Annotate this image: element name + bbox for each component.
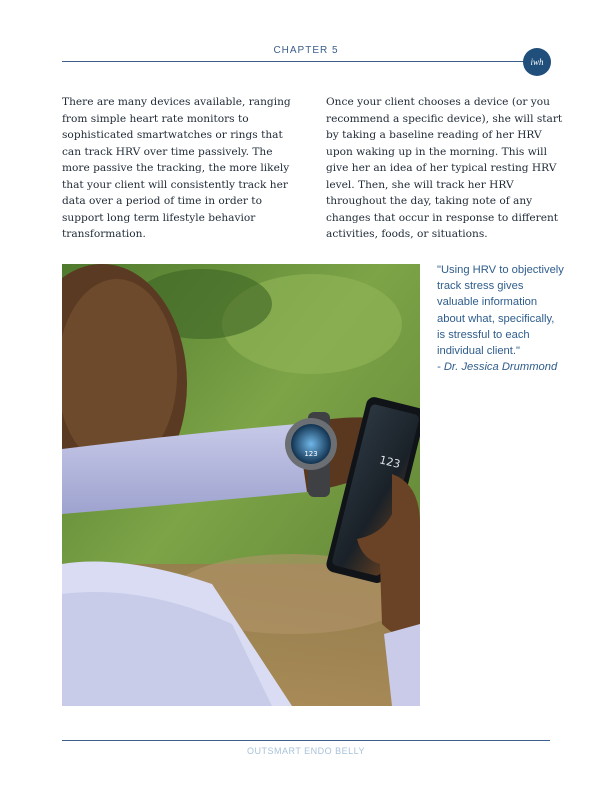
quote-attribution: - Dr. Jessica Drummond: [437, 361, 558, 374]
logo-text: iwh: [530, 57, 544, 67]
quote-text: "Using HRV to objectively track stress gives valuable information about what, specifically, is stressful to each individual client.": [437, 264, 564, 358]
footer-divider: [62, 740, 550, 741]
chapter-heading: CHAPTER 5: [273, 45, 339, 56]
watch-reading: 123: [304, 450, 318, 458]
footer-book-title: OUTSMART ENDO BELLY: [246, 746, 366, 756]
photo-person-checking-smartwatch: [62, 264, 420, 706]
left-paragraph: There are many devices available, ranging from simple heart rate monitors to sophisticated smartwatches or rings that can track HRV over time passively. The more passive the tracking, the more likely that your client will consistently track her data over a period of time in order to support long term lifestyle behavior transformation.: [62, 96, 291, 240]
pull-quote: [437, 262, 565, 375]
phone-reading: 123: [378, 453, 402, 472]
right-paragraph: Once your client chooses a device (or you recommend a specific device), she will start by taking a baseline reading of her HRV upon waking up in the morning. This will give her an idea of her typical resting HRV level. Then, she will track her HRV throughout the day, taking note of any changes that occur in response to different activities, foods, or situations.: [326, 96, 563, 240]
photo-illustration: [62, 264, 420, 706]
header-divider: [62, 61, 525, 62]
iwh-logo: [523, 48, 551, 76]
